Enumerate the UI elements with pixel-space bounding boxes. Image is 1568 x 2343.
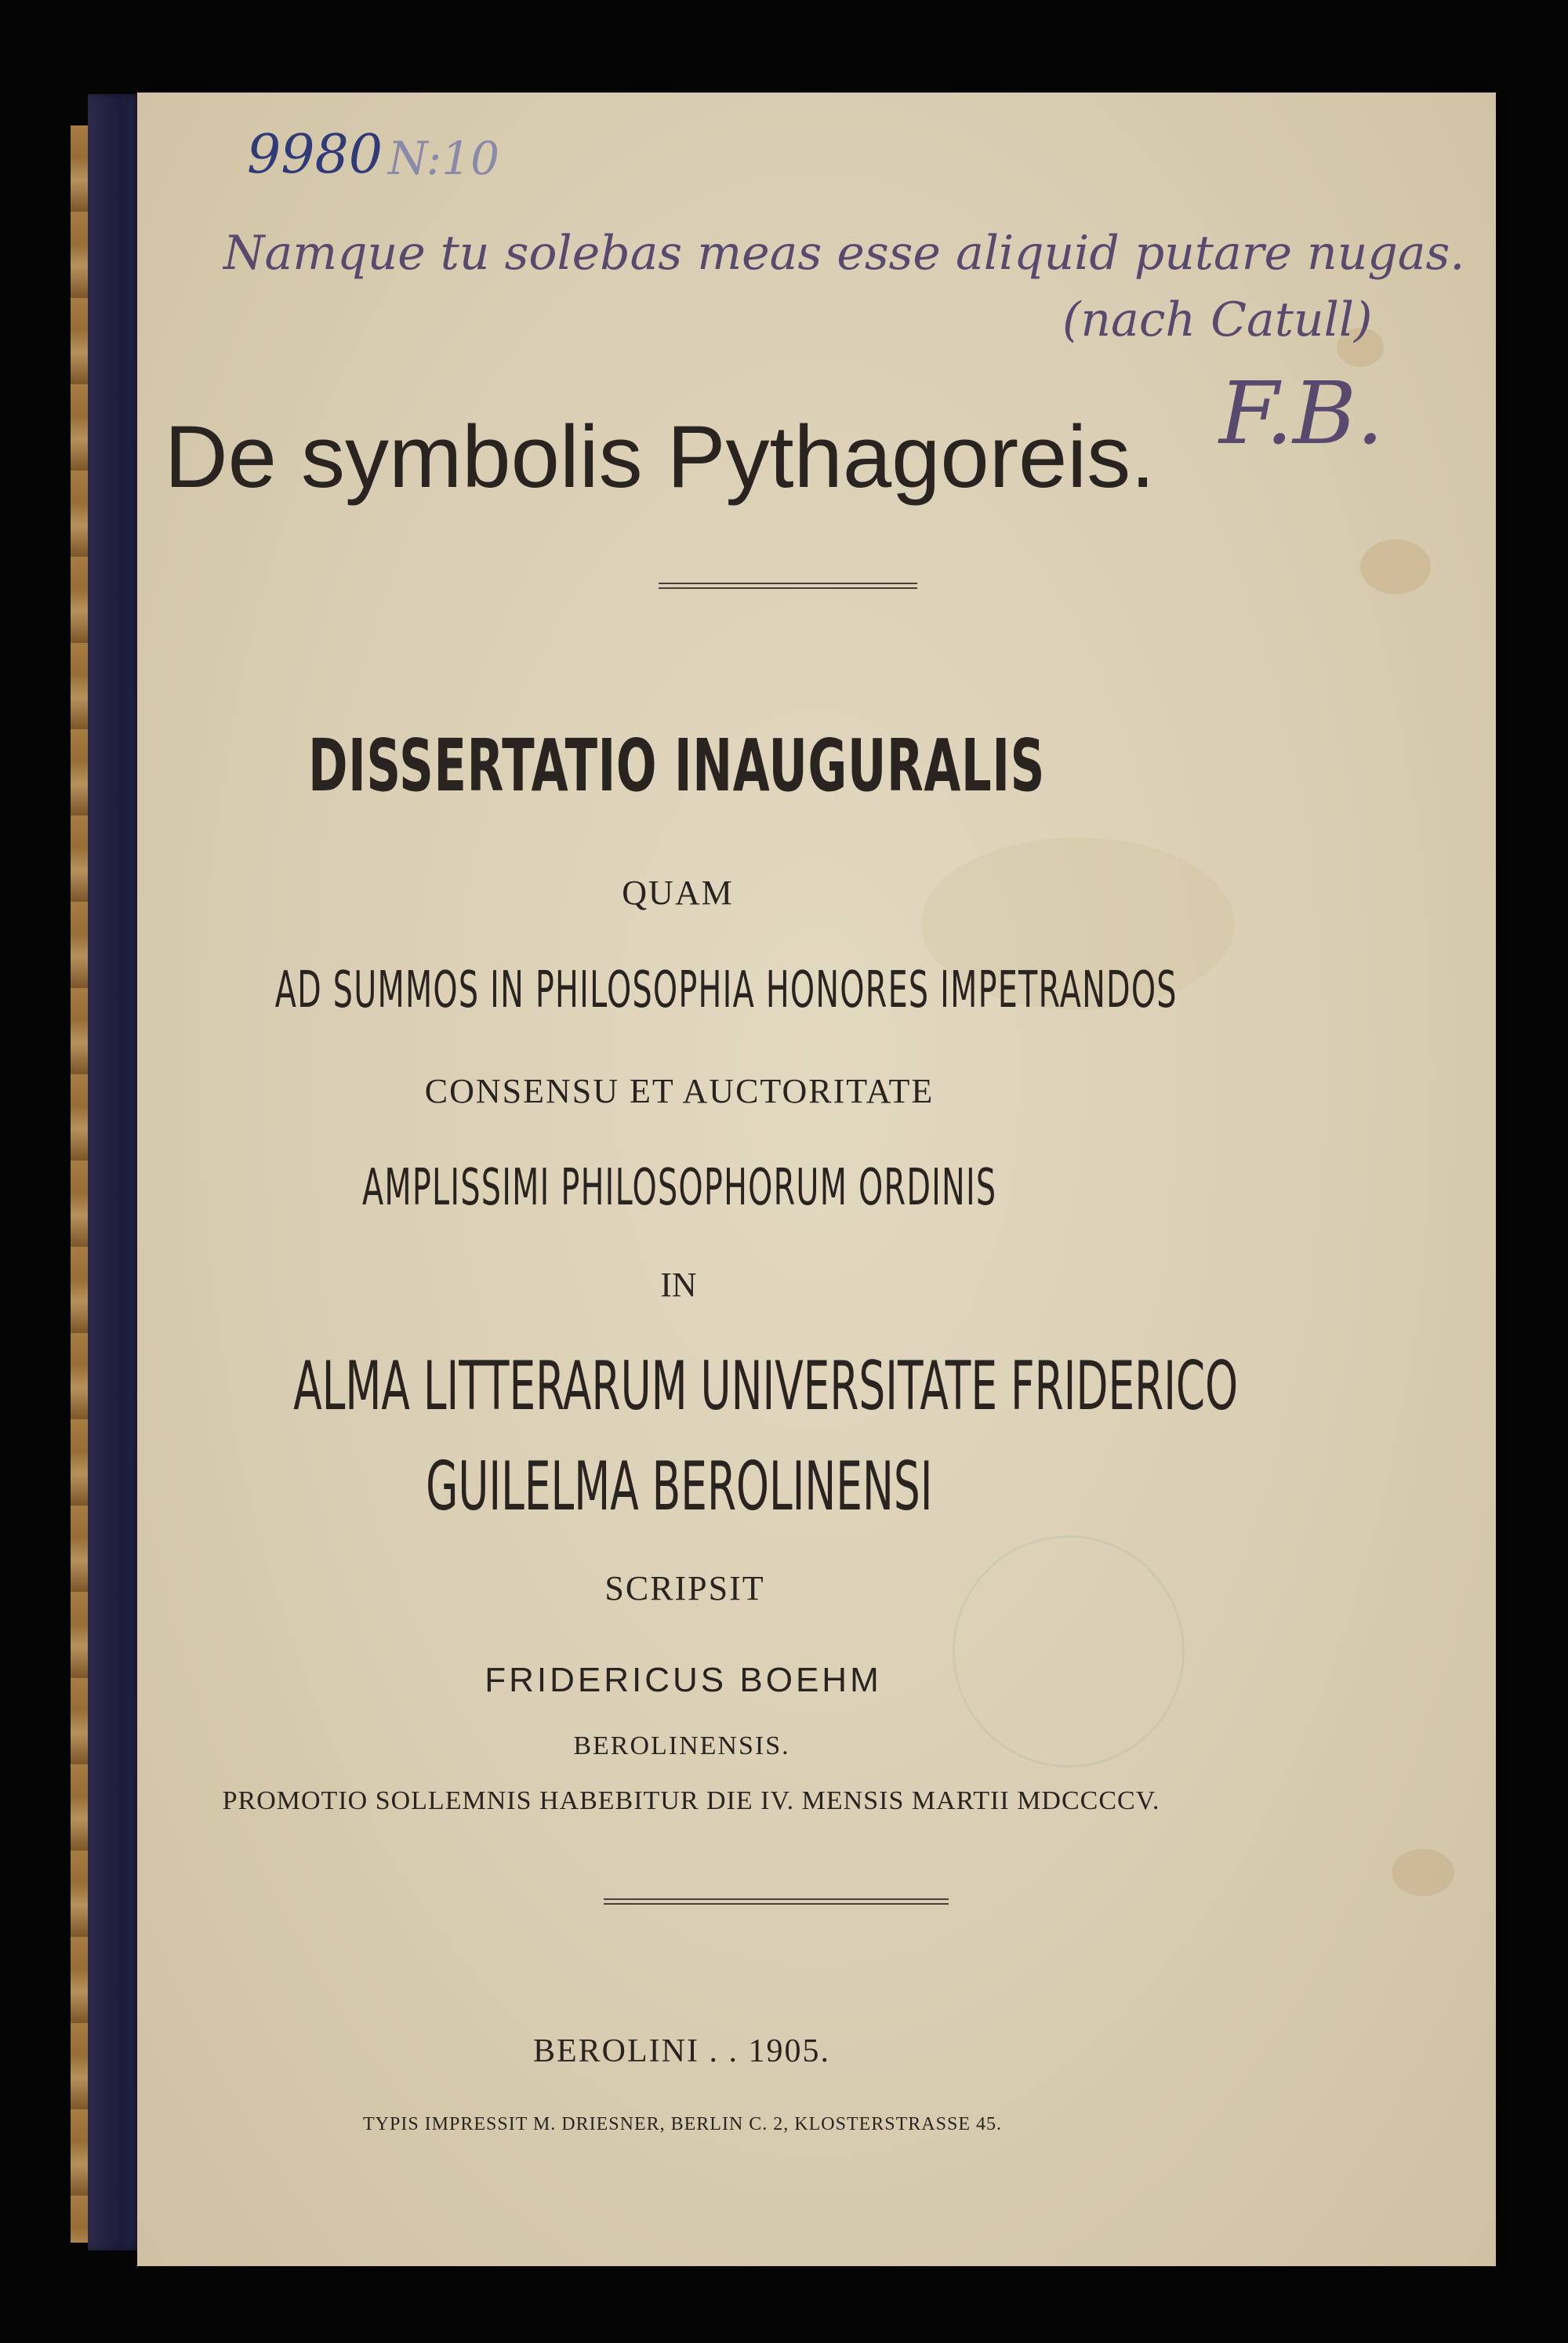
handwritten-motto-source: (nach Catull) [1062, 292, 1373, 347]
line-in: IN [660, 1266, 697, 1304]
line-alma: ALMA LITTERARUM UNIVERSITATE FRIDERICO [293, 1347, 1239, 1426]
printer-imprint: TYPIS IMPRESSIT M. DRIESNER, BERLIN C. 2, KLOSTERSTRASSE 45. [363, 2114, 1002, 2134]
foxing-spot [1392, 1849, 1454, 1896]
line-amplissimi: AMPLISSIMI PHILOSOPHORUM ORDINIS [361, 1159, 997, 1217]
promotio-line: PROMOTIO SOLLEMNIS HABEBITUR DIE IV. MENSIS MARTII MDCCCCV. [222, 1786, 1160, 1815]
line-consensu: CONSENSU ET AUCTORITATE [424, 1072, 935, 1110]
double-rule-top [659, 583, 917, 589]
place-and-year: BEROLINI . . 1905. [533, 2033, 830, 2069]
author-origin: BEROLINENSIS. [573, 1731, 790, 1760]
handwritten-initials: F.B. [1219, 363, 1384, 463]
line-quam: QUAM [622, 874, 734, 912]
double-rule-bottom [604, 1898, 949, 1905]
line-guilelma: GUILELMA BEROLINENSI [426, 1448, 933, 1526]
dissertation-title: De symbolis Pythagoreis. [164, 408, 1156, 506]
line-ad-summos: AD SUMMOS IN PHILOSOPHIA HONORES IMPETRANDOS [274, 961, 1178, 1019]
author-name: FRIDERICUS BOEHM [485, 1661, 882, 1699]
shelfmark-number: 9980 [247, 124, 383, 186]
line-scripsit: SCRIPSIT [604, 1569, 765, 1607]
handwritten-motto: Namque tu solebas meas esse aliquid putare nugas. [223, 226, 1465, 281]
foxing-spot [1360, 539, 1431, 594]
title-page [137, 93, 1496, 2266]
shelfmark-suffix: N:10 [388, 132, 500, 185]
heading-dissertatio: DISSERTATIO INAUGURALIS [308, 724, 1046, 808]
